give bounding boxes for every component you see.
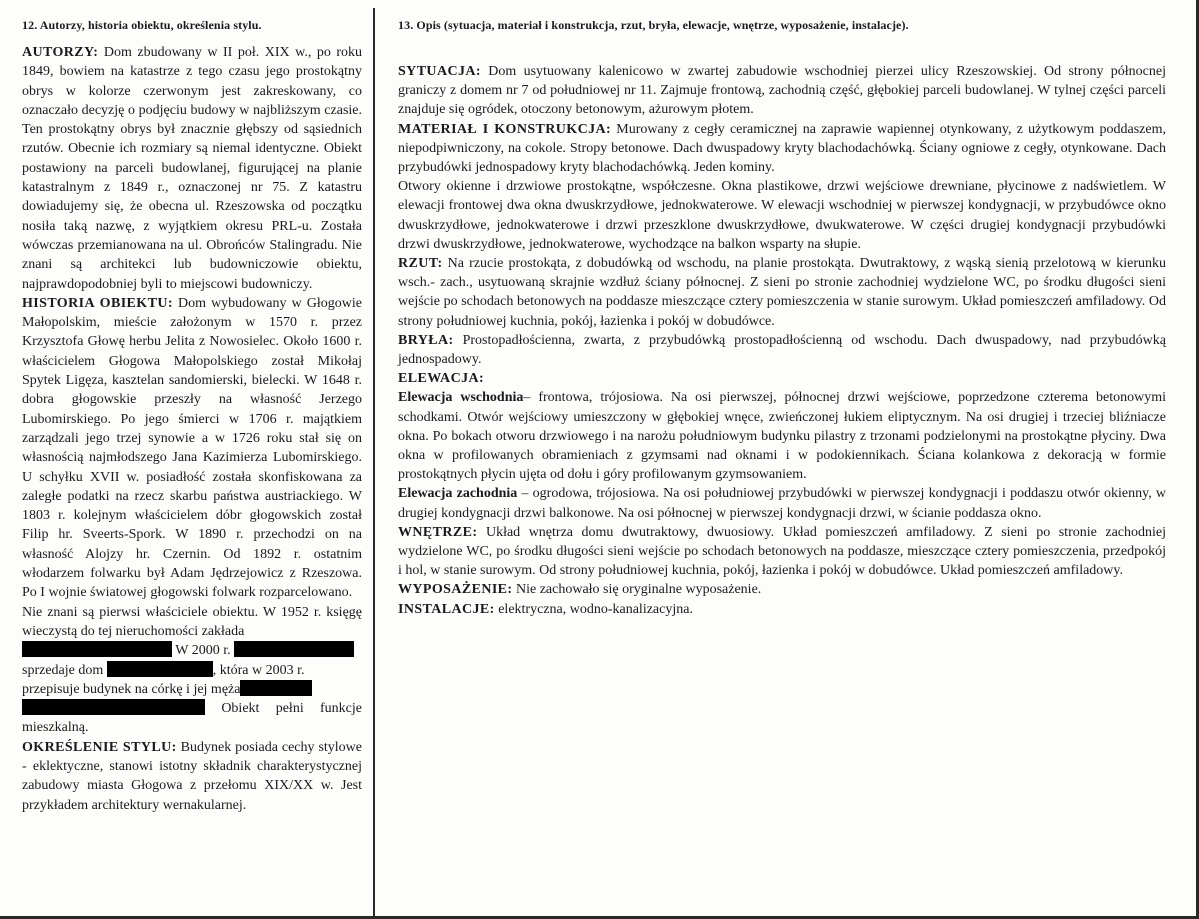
wyposazenie-text: Nie zachowało się oryginalne wyposażenie.: [512, 582, 762, 598]
styl-text: Budynek posiada cechy stylowe - eklektyczne, stanowi istotny składnik charakterystycznej zabudowy miasta Głogowa z przełomu XIX/XX w. Jest przykładem architektury wernakularnej.: [22, 739, 362, 813]
sytuacja-label: SYTUACJA:: [398, 64, 481, 79]
wyposazenie-paragraph: [398, 580, 1166, 599]
elewacja-label: ELEWACJA:: [398, 371, 485, 387]
autorzy-text: Dom zbudowany w II poł. XIX w., po roku 1849, bowiem na katastrze z tego czasu jego prostokątny obrys w kolorze czerwonym jest zakreskowany, co oznaczało decyzję o podjęciu budowy w najbliższym czasie. Ten prostokątny obrys był znacznie głębszy od sąsiednich rzutów. Obecnie ich rozmiary są niemal identyczne. Obiekt postawiony na parceli budowlanej, figurującej na planie katastralnym z 1849 r., oznaczonej nr 75. Z katastru dowiadujemy się, że obecna ul. Rzeszowska od początku nosiła taką nazwę, z wyjątkiem okresu PRL-u. Została wówczas przemianowana na ul. Obrońców Stalingradu. Nie znani są architekci lub budowniczowie obiektu, najprawdopodobniej byli to miejscowi budowniczy.: [22, 45, 362, 292]
section-13-body: [398, 62, 1166, 619]
owners-line-3: [22, 661, 362, 680]
material-text: Murowany z cegły ceramicznej na zaprawie wapiennej otynkowany, z użytkowym poddaszem, niepodpiwniczony, na cokole. Stropy betonowe. Dach dwuspadowy kryty blachodachówką. Ściany ogniowe z cegły, otynkowane. Dach przybudówki jednospadowy kryty blachodachówką. Jeden kominy.: [398, 121, 1166, 176]
material-label: MATERIAŁ I KONSTRUKCJA:: [398, 121, 612, 137]
owners-line-5: [22, 699, 362, 738]
styl-paragraph: [22, 738, 362, 815]
right-column: [398, 18, 1166, 908]
owners-text-4: , która w 2003 r.: [212, 662, 305, 678]
wnetrze-label: WNĘTRZE:: [398, 524, 478, 540]
owners-text-2: W 2000 r.: [175, 643, 231, 659]
autorzy-label: AUTORZY:: [22, 45, 99, 60]
elewacja-wschodnia-paragraph: [398, 388, 1166, 484]
instalacje-label: INSTALACJE:: [398, 601, 495, 617]
elewacja-heading: [398, 369, 1166, 388]
bryla-text: Prostopadłościenna, zwarta, z przybudówką prostopadłościenną od wschodu. Dach dwuspadowy, nad przybudówką jednospadowy.: [398, 332, 1166, 368]
owners-text-1: Nie znani są pierwsi właściciele obiektu. W 1952 r. księgę wieczystą do tej nieruchomości zakłada: [22, 604, 362, 639]
section-12-title: 12. Autorzy, historia obiektu, określenia stylu.: [22, 18, 262, 32]
historia-text: Dom wybudowany w Głogowie Małopolskim, mieście założonym w 1570 r. przez Krzysztofa Głowę herbu Jelita z Nowosielec. Około 1600 r. właścicielem Głogowa Małopolskiego został Mikołaj Spytek Ligęza, kasztelan sandomierski, bielecki. W 1648 r. dobra głogowskie przeszły na własność Jerzego Lubomirskiego. Po jego śmierci w 1706 r. majątkiem zarządzali jego trzej synowie a w 1726 roku stał się on własnością najmłodszego Jana Kazimierza Lubomirskiego. U schyłku XVII w. posiadłość została skonfiskowana za zaległe podatki na rzecz skarbu państwa austriackiego. W 1803 r. kolejnym właścicielem dóbr głogowskich został Filip hr. Sveerts-Spork. W 1890 r. przechodzi on na własność Alojzy hr. Czernin. Od 1892 r. ostatnim włodarzem folwarku był Adam Jędrzejowicz z Rzeszowa. Po I wojnie światowej głogowski folwark rozparcelowano.: [22, 295, 363, 601]
owners-paragraph: [22, 603, 362, 738]
column-divider: [373, 8, 375, 916]
elewacja-zachodnia-label: Elewacja zachodnia: [398, 486, 518, 502]
instalacje-text: elektryczna, wodno-kanalizacyjna.: [494, 601, 693, 617]
bryla-label: BRYŁA:: [398, 332, 454, 348]
section-13-title: 13. Opis (sytuacja, materiał i konstrukcja, rzut, bryła, elewacje, wnętrze, wyposażenie, instalacje).: [398, 18, 909, 32]
styl-label: OKREŚLENIE STYLU:: [22, 739, 177, 755]
instalacje-paragraph: [398, 600, 1166, 619]
elewacja-zachodnia-text: – ogrodowa, trójosiowa. Na osi południowej przybudówki w pierwszej kondygnacji i poddaszu otwór okienny, w drugiej kondygnacji drzwi balkonowe. Na osi północnej w pierwszej kondygnacji drzwi, w ścianie poddasza okno.: [398, 486, 1166, 521]
autorzy-paragraph: [22, 43, 362, 294]
owners-text-3: sprzedaje dom: [22, 662, 104, 678]
owners-line-4: [22, 680, 362, 699]
owners-text-6: Obiekt pełni funkcje mieszkalną.: [22, 701, 363, 736]
historia-paragraph: [22, 294, 362, 603]
redaction-block: [234, 641, 354, 657]
elewacja-wschodnia-text: – frontowa, trójosiowa. Na osi pierwszej, północnej drzwi wejściowe, poprzedzone czterema betonowymi schodkami. Otwór wejściowy umieszczony w głębokiej wnęce, zwieńczonej łukiem eliptycznym. Na osi drugiej i trzeciej bliźniacze okna. Po bokach otworu drzwiowego i na narożu południowym budynku pilastry z trzonami podzielonymi na prostokątne płyciny. Dwa okna w profilowanych obramieniach z gzymsami nad oknami i w podokiennikach. Ściana kolankowa z dekoracją w formie prostokątnych płycin ujęta od dołu i góry profilowanym gzymsowaniem.: [398, 390, 1167, 483]
rzut-paragraph: [398, 254, 1166, 331]
redaction-block: [22, 699, 205, 715]
sytuacja-text: Dom usytuowany kalenicowo w zwartej zabudowie wschodniej pierzei ulicy Rzeszowskiej. Od strony północnej graniczy z domem nr 7 od południowej nr 11. Zajmuje frontową, zachodnią część, głębokiej parceli budowlanej. W tylnej części parceli znajduje się ogródek, otoczony betonowym, ażurowym płotem.: [398, 64, 1166, 118]
otwory-paragraph: Otwory okienne i drzwiowe prostokątne, współczesne. Okna plastikowe, drzwi wejściowe drewniane, płycinowe z nadświetlem. W elewacji frontowej dwa okna dwuskrzydłowe, jednokwaterowe. W elewacji wschodniej w pierwszej kondygnacji, w przybudówce okno dwuskrzydłowe, jednokwaterowe i drzwi przeszklone dwuskrzydłowe, dwukwaterowe. W części drugiej kondygnacji przybudówki drzwi dwuskrzydłowe, jednokwaterowe, wychodzące na balkon wsparty na słupie.: [398, 179, 1166, 252]
left-column: [22, 18, 362, 908]
owners-text-5: przepisuje budynek na córkę i jej męża: [22, 681, 241, 697]
bryla-paragraph: [398, 331, 1166, 369]
rzut-text: Na rzucie prostokąta, z dobudówką od wschodu, na planie prostokąta. Dwutraktowy, z wąską sienią przelotową w kierunku wsch.- zach., usytuowaną skrajnie wzdłuż ściany północnej. Z sieni po stronie zachodniej wydzielone WC, po środku długości sieni wejście po schodach betonowych na poddasze mieszczące cztery pomieszczenia w stanie surowym. Układ pomieszczeń amfiladowy. Od strony południowej kuchnia, pokój, łazienka i pokój w dobudówce.: [398, 256, 1166, 329]
redaction-block: [22, 641, 172, 657]
section-12-body: [22, 43, 362, 815]
sytuacja-paragraph: [398, 62, 1166, 120]
owners-line-2: [22, 641, 362, 660]
wnetrze-text: Układ wnętrza domu dwutraktowy, dwuosiowy. Układ pomieszczeń amfiladowy. Z sieni po stronie zachodniej wydzielone WC, po środku długości sieni wejście po schodach betonowych na poddasze, mieszczące cztery pomieszczenia, przedpokój i hol, w stanie surowym. Od strony południowej kuchnia, pokój, łazienka i pokój w dobudówce. Układ pomieszczeń amfiladowy.: [398, 524, 1166, 579]
historia-label: HISTORIA OBIEKTU:: [22, 295, 173, 311]
redaction-block: [107, 661, 213, 677]
wnetrze-paragraph: [398, 523, 1166, 581]
elewacja-wschodnia-label: Elewacja wschodnia: [398, 390, 524, 406]
rzut-label: RZUT:: [398, 256, 443, 272]
elewacja-zachodnia-paragraph: [398, 484, 1166, 522]
wyposazenie-label: WYPOSAŻENIE:: [398, 582, 513, 598]
redaction-block: [240, 680, 312, 696]
material-paragraph: [398, 120, 1166, 178]
